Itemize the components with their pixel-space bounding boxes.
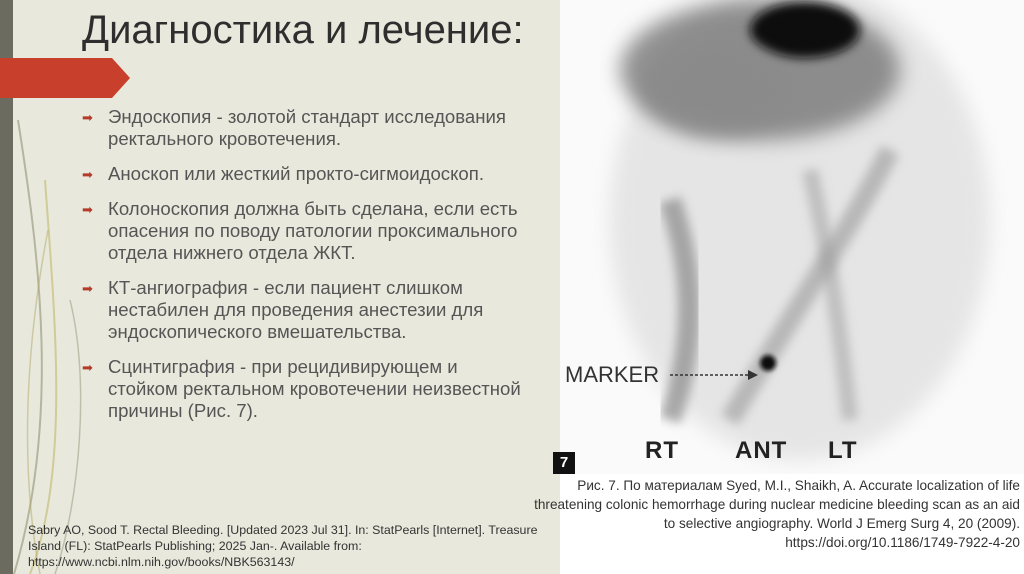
marker-label: MARKER — [565, 362, 660, 387]
bullet-text: КТ-ангиография - если пациент слишком нестабилен для проведения анестезии для эндоскопического вмешательства. — [108, 277, 484, 342]
bullet-item — [82, 356, 522, 422]
bullet-text: Эндоскопия - золотой стандарт исследования ректального кровотечения. — [108, 106, 506, 149]
arrow-right-icon: ➡ — [82, 110, 93, 125]
bullet-list — [82, 106, 522, 435]
accent-bar — [0, 58, 130, 98]
bullet-item — [82, 106, 522, 150]
scan-graphic — [560, 0, 1024, 474]
bullet-item — [82, 277, 522, 343]
arrow-right-icon: ➡ — [82, 167, 93, 182]
figure-caption: Рис. 7. По материалам Syed, M.I., Shaikh, A. Accurate localization of life threatening colonic hemorrhage during nuclear medicine bleeding scan as an aid to selective angiography. World J Emerg Surg 4, 20 (2009). https://doi.org/10.1186/1749-7922-4-20 — [534, 478, 1020, 550]
figure-number: 7 — [553, 452, 575, 474]
source-citation: Sabry AO, Sood T. Rectal Bleeding. [Updated 2023 Jul 31]. In: StatPearls [Internet]. Treasure Island (FL): StatPearls Publishing; 2025 Jan-. Available from: https://www.ncbi.nlm.nih.gov/books/NBK563143/ — [28, 523, 538, 569]
bullet-item — [82, 163, 522, 185]
label-lt: LT — [828, 437, 858, 464]
scintigraphy-image — [560, 0, 1024, 474]
slide-title: Диагностика и лечение: — [82, 8, 524, 52]
bullet-item — [82, 198, 522, 264]
bullet-text: Аноскоп или жесткий прокто-сигмоидоскоп. — [108, 163, 484, 184]
arrow-right-icon: ➡ — [82, 281, 93, 296]
bullet-text: Колоноскопия должна быть сделана, если есть опасения по поводу патологии проксимального отдела нижнего отдела ЖКТ. — [108, 198, 518, 263]
label-ant: ANT — [735, 437, 788, 464]
arrow-right-icon: ➡ — [82, 202, 93, 217]
bullet-text: Сцинтиграфия - при рецидивирующем и стойком ректальном кровотечении неизвестной причины (Рис. 7). — [108, 356, 521, 421]
arrow-right-icon: ➡ — [82, 360, 93, 375]
label-rt: RT — [645, 437, 679, 464]
